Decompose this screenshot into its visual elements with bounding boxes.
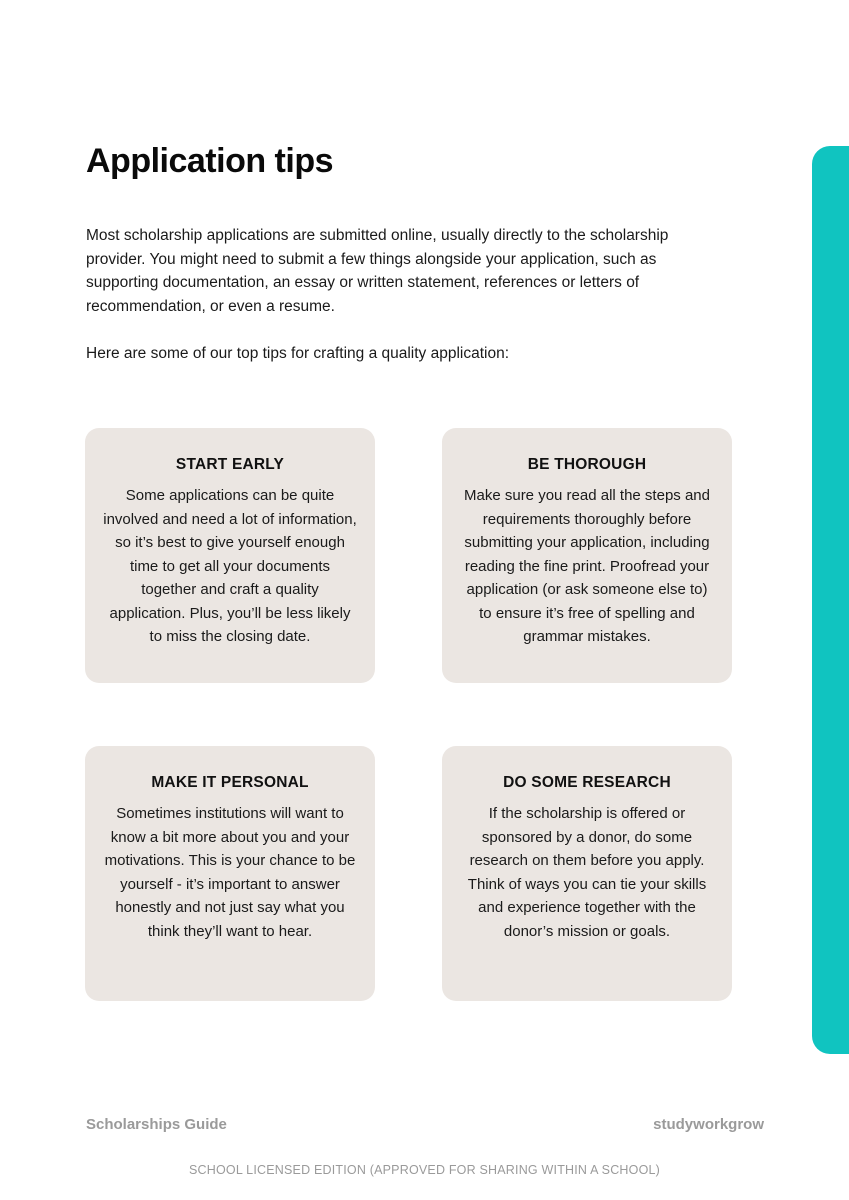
intro-paragraph: Most scholarship applications are submitted online, usually directly to the scholarship provider. You might need to submit a few things alongside your application, such as supporting documentation, an essay or written statement, references or letters of recommendation, or even a resume. xyxy=(86,227,669,315)
tip-title: MAKE IT PERSONAL xyxy=(151,774,309,791)
tip-title: START EARLY xyxy=(175,456,285,473)
accent-side-bar xyxy=(812,146,849,1054)
page-title: Application tips xyxy=(86,142,333,180)
footer-guide-name: Scholarships Guide xyxy=(86,1116,227,1133)
lead-paragraph: Here are some of our top tips for crafting a quality application: xyxy=(86,345,510,362)
tip-body: If the scholarship is offered or sponsored by a donor, do some research on them before you apply. Think of ways you can tie your skills and experience together with the donor’s mission or goals. xyxy=(467,805,707,940)
tip-title: DO SOME RESEARCH xyxy=(503,774,671,791)
tip-body: Make sure you read all the steps and requirements thoroughly before submitting your application, including reading the fine print. Proofread your application (or ask someone else to) to ensure it’s free of spelling and grammar mistakes. xyxy=(464,487,710,645)
tip-card-be-thorough xyxy=(442,428,732,683)
tip-body: Sometimes institutions will want to know a bit more about you and your motivations. This is your chance to be yourself - it’s important to answer honestly and not just say what you think they’ll want to hear. xyxy=(104,805,356,940)
license-notice: SCHOOL LICENSED EDITION (APPROVED FOR SHARING WITHIN A SCHOOL) xyxy=(188,1163,661,1177)
footer-brand: studyworkgrow xyxy=(653,1116,764,1133)
tip-card-start-early xyxy=(85,428,375,683)
tip-title: BE THOROUGH xyxy=(527,456,647,473)
tip-card-do-some-research xyxy=(442,746,732,1001)
tip-card-make-it-personal xyxy=(85,746,375,1001)
tip-body: Some applications can be quite involved and need a lot of information, so it’s best to give yourself enough time to get all your documents together and craft a quality application. Plus, you’ll be less likely to miss the closing date. xyxy=(103,487,357,645)
